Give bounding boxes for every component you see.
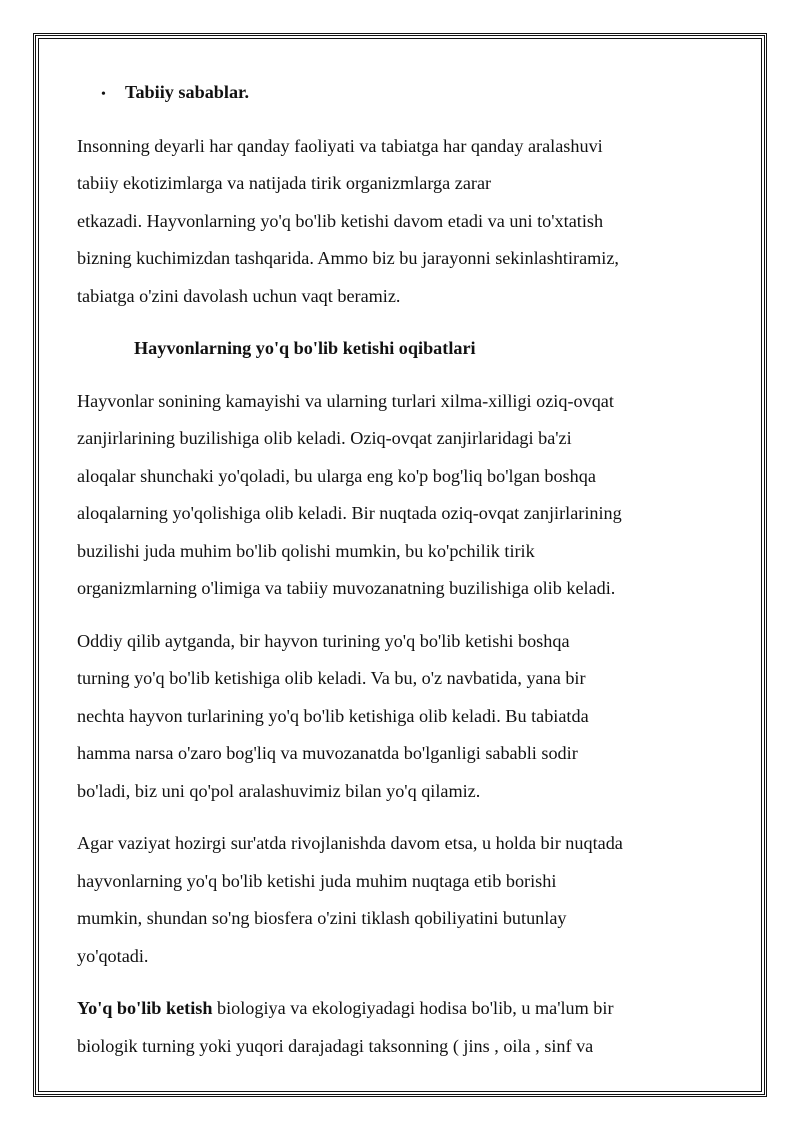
text-line: Insonning deyarli har qanday faoliyati va tabiatga har qanday aralashuvi (77, 135, 603, 156)
text-line: Agar vaziyat hozirgi sur'atda rivojlanishda davom etsa, u holda bir nuqtada (77, 833, 623, 853)
text-line: biologik turning yoki yuqori darajadagi taksonning ( jins , oila , sinf va (77, 1035, 594, 1056)
bullet-item (77, 74, 727, 112)
text-line: hayvonlarning yo'q bo'lib ketishi juda muhim nuqtaga etib borishi (77, 870, 557, 891)
text-line: yo'qotadi. (77, 945, 149, 966)
text-line: tabiatga o'zini davolash uchun vaqt beramiz. (77, 285, 401, 306)
bullet-heading: Tabiiy sabablar. (125, 82, 250, 102)
bullet-icon: • (101, 87, 106, 102)
text-line: Oddiy qilib aytganda, bir hayvon turining yo'q bo'lib ketishi boshqa (77, 630, 570, 651)
document-body (77, 74, 727, 1080)
text-line: aloqalarning yo'qolishiga olib keladi. Bir nuqtada oziq-ovqat zanjirlarining (77, 503, 622, 523)
text-line: buzilishi juda muhim bo'lib qolishi mumkin, bu ko'pchilik tirik (77, 540, 535, 561)
text-line: bizning kuchimizdan tashqarida. Ammo biz bu jarayonni sekinlashtiramiz, (77, 248, 619, 268)
text-line (77, 990, 727, 1028)
text-line: tabiiy ekotizimlarga va natijada tirik organizmlarga zarar (77, 173, 492, 193)
paragraph-chain-reaction (77, 623, 727, 811)
text-line: organizmlarning o'limiga va tabiiy muvozanatning buzilishiga olib keladi. (77, 578, 616, 598)
text-line: bo'ladi, biz uni qo'pol aralashuvimiz bilan yo'q qilamiz. (77, 780, 481, 801)
text-line: mumkin, shundan so'ng biosfera o'zini tiklash qobiliyatini butunlay (77, 908, 567, 928)
paragraph-definition (77, 990, 727, 1065)
text-line: hamma narsa o'zaro bog'liq va muvozanatda bo'lganligi sababli sodir (77, 743, 578, 763)
defined-term: Yo'q bo'lib ketish (77, 998, 213, 1018)
text-line: etkazadi. Hayvonlarning yo'q bo'lib ketishi davom etadi va uni to'xtatish (77, 210, 604, 231)
intro-paragraph (77, 128, 727, 316)
paragraph-biosphere (77, 825, 727, 975)
text-line: aloqalar shunchaki yo'qoladi, bu ularga eng ko'p bog'liq bo'lgan boshqa (77, 465, 596, 486)
section-heading: Hayvonlarning yo'q bo'lib ketishi oqibatlari (134, 338, 476, 358)
definition-text: biologiya va ekologiyadagi hodisa bo'lib, u ma'lum bir (212, 998, 614, 1018)
text-line: Hayvonlar sonining kamayishi va ularning turlari xilma-xilligi oziq-ovqat (77, 390, 614, 411)
text-line: turning yo'q bo'lib ketishiga olib keladi. Va bu, o'z navbatida, yana bir (77, 668, 586, 688)
text-line: nechta hayvon turlarining yo'q bo'lib ketishiga olib keladi. Bu tabiatda (77, 705, 589, 726)
text-line: zanjirlarining buzilishiga olib keladi. Oziq-ovqat zanjirlaridagi ba'zi (77, 428, 572, 448)
paragraph-food-chains (77, 383, 727, 608)
